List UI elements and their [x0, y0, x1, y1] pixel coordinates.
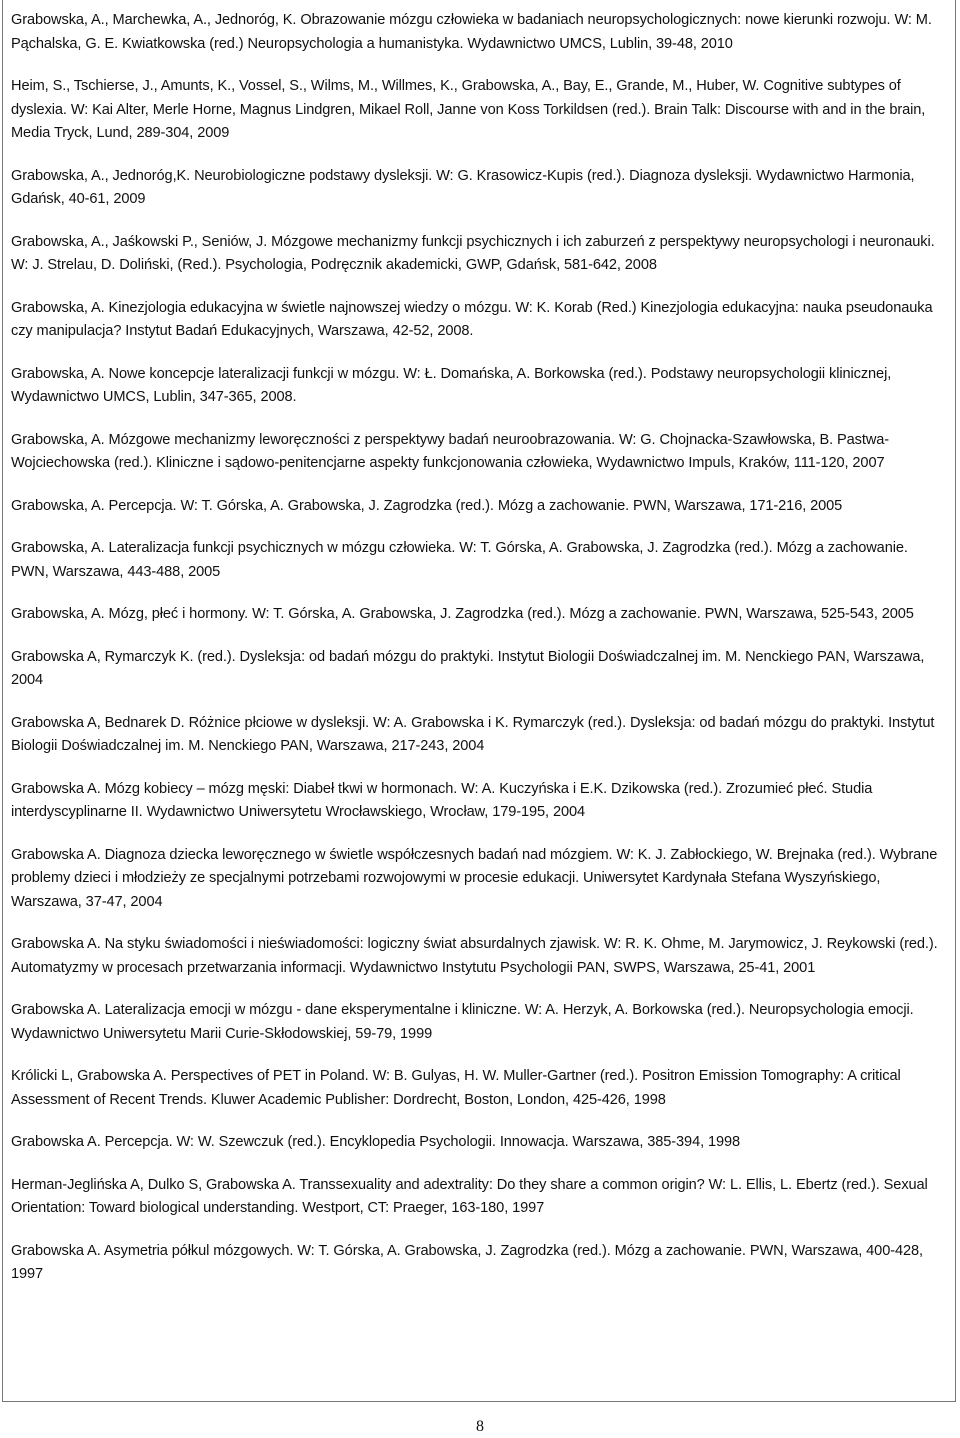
reference-item: Grabowska, A., Marchewka, A., Jednoróg, K. Obrazowanie mózgu człowieka w badaniach neuropsychologicznych: nowe kierunki rozwoju. W: M. Pąchalska, G. E. Kwiatkowska (red.) Neuropsychologia a humanistyka. Wydawnictwo UMCS, Lublin, 39-48, 2010 [11, 12, 932, 52]
reference-list [11, 9, 947, 1306]
reference-item: Heim, S., Tschierse, J., Amunts, K., Vossel, S., Wilms, M., Willmes, K., Grabowska, A., Bay, E., Grande, M., Huber, W. Cognitive subtypes of dyslexia. W: Kai Alter, Merle Horne, Magnus Lindgren, Mikael Roll, Janne von Koss Torkildsen (red.). Brain Talk: Discourse with and in the brain, Media Tryck, Lund, 289-304, 2009 [11, 78, 926, 141]
reference-item: Grabowska, A. Mózg, płeć i hormony. W: T. Górska, A. Grabowska, J. Zagrodzka (red.). Mózg a zachowanie. PWN, Warszawa, 525-543, 2005 [11, 606, 914, 622]
reference-item: Grabowska, A. Nowe koncepcje lateralizacji funkcji w mózgu. W: Ł. Domańska, A. Borkowska (red.). Podstawy neuropsychologii klinicznej, Wydawnictwo UMCS, Lublin, 347-365, 2008. [11, 365, 892, 405]
reference-item: Grabowska A, Bednarek D. Różnice płciowe w dysleksji. W: A. Grabowska i K. Rymarczyk (red.). Dysleksja: od badań mózgu do praktyki. Instytut Biologii Doświadczalnej im. M. Nenckiego PAN, Warszawa, 217-243, 2004 [11, 714, 935, 754]
reference-item: Grabowska A. Na styku świadomości i nieświadomości: logiczny świat absurdalnych zjawisk. W: R. K. Ohme, M. Jarymowicz, J. Reykowski (red.). Automatyzmy w procesach przetwarzania informacji. Wydawnictwo Instytutu Psychologii PAN, SWPS, Warszawa, 25-41, 2001 [11, 936, 938, 976]
reference-item: Grabowska A. Lateralizacja emocji w mózgu - dane eksperymentalne i kliniczne. W: A. Herzyk, A. Borkowska (red.). Neuropsychologia emocji. Wydawnictwo Uniwersytetu Marii Curie-Skłodowskiej, 59-79, 1999 [11, 1002, 914, 1042]
reference-item: Grabowska, A., Jednoróg,K. Neurobiologiczne podstawy dysleksji. W: G. Krasowicz-Kupis (red.). Diagnoza dysleksji. Wydawnictwo Harmonia, Gdańsk, 40-61, 2009 [11, 167, 915, 207]
reference-item: Grabowska A. Percepcja. W: W. Szewczuk (red.). Encyklopedia Psychologii. Innowacja. Warszawa, 385-394, 1998 [11, 1134, 741, 1150]
reference-item: Grabowska A, Rymarczyk K. (red.). Dysleksja: od badań mózgu do praktyki. Instytut Biologii Doświadczalnej im. M. Nenckiego PAN, Warszawa, 2004 [11, 648, 925, 688]
reference-item: Herman-Jeglińska A, Dulko S, Grabowska A. Transsexuality and adextrality: Do they share a common origin? W: L. Ellis, L. Ebertz (red.). Sexual Orientation: Toward biological understanding. Westport, CT: Praeger, 163-180, 1997 [11, 1176, 928, 1216]
reference-item: Grabowska, A. Percepcja. W: T. Górska, A. Grabowska, J. Zagrodzka (red.). Mózg a zachowanie. PWN, Warszawa, 171-216, 2005 [11, 497, 843, 514]
page-number: 8 [476, 1418, 484, 1435]
reference-item: Grabowska A. Asymetria półkul mózgowych. W: T. Górska, A. Grabowska, J. Zagrodzka (red.). Mózg a zachowanie. PWN, Warszawa, 400-428, 1997 [11, 1242, 923, 1282]
reference-item: Grabowska, A., Jaśkowski P., Seniów, J. Mózgowe mechanizmy funkcji psychicznych i ich zaburzeń z perspektywy neuropsychologi i neuronauki. W: J. Strelau, D. Doliński, (Red.). Psychologia, Podręcznik akademicki, GWP, Gdańsk, 581-642, 2008 [11, 233, 935, 273]
reference-item: Grabowska, A. Mózgowe mechanizmy leworęczności z perspektywy badań neuroobrazowania. W: G. Chojnacka-Szawłowska, B. Pastwa-Wojciechowska (red.). Kliniczne i sądowo-penitencjarne aspekty funkcjonowania człowieka, Wydawnictwo Impuls, Kraków, 111-120, 2007 [11, 431, 890, 471]
reference-item: Grabowska A. Mózg kobiecy – mózg męski: Diabeł tkwi w hormonach. W: A. Kuczyńska i E.K. Dzikowska (red.). Zrozumieć płeć. Studia interdyscyplinarne II. Wydawnictwo Uniwersytetu Wrocławskiego, Wrocław, 179-195, 2004 [11, 780, 873, 820]
reference-item: Grabowska, A. Kinezjologia edukacyjna w świetle najnowszej wiedzy o mózgu. W: K. Korab (Red.) Kinezjologia edukacyjna: nauka pseudonauka czy manipulacja? Instytut Badań Edukacyjnych, Warszawa, 42-52, 2008. [11, 299, 933, 339]
reference-item: Grabowska, A. Lateralizacja funkcji psychicznych w mózgu człowieka. W: T. Górska, A. Grabowska, J. Zagrodzka (red.). Mózg a zachowanie. PWN, Warszawa, 443-488, 2005 [11, 540, 908, 580]
reference-item: Grabowska A. Diagnoza dziecka leworęcznego w świetle współczesnych badań nad mózgiem. W: K. J. Zabłockiego, W. Brejnaka (red.). Wybrane problemy dzieci i młodzieży ze specjalnymi potrzebami rozwojowymi w procesie edukacji. Uniwersytet Kardynała Stefana Wyszyńskiego, Warszawa, 37-47, 2004 [11, 846, 938, 910]
reference-item: Królicki L, Grabowska A. Perspectives of PET in Poland. W: B. Gulyas, H. W. Muller-Gartner (red.). Positron Emission Tomography: A critical Assessment of Recent Trends. Kluwer Academic Publisher: Dordrecht, Boston, London, 425-426, 1998 [11, 1068, 901, 1108]
